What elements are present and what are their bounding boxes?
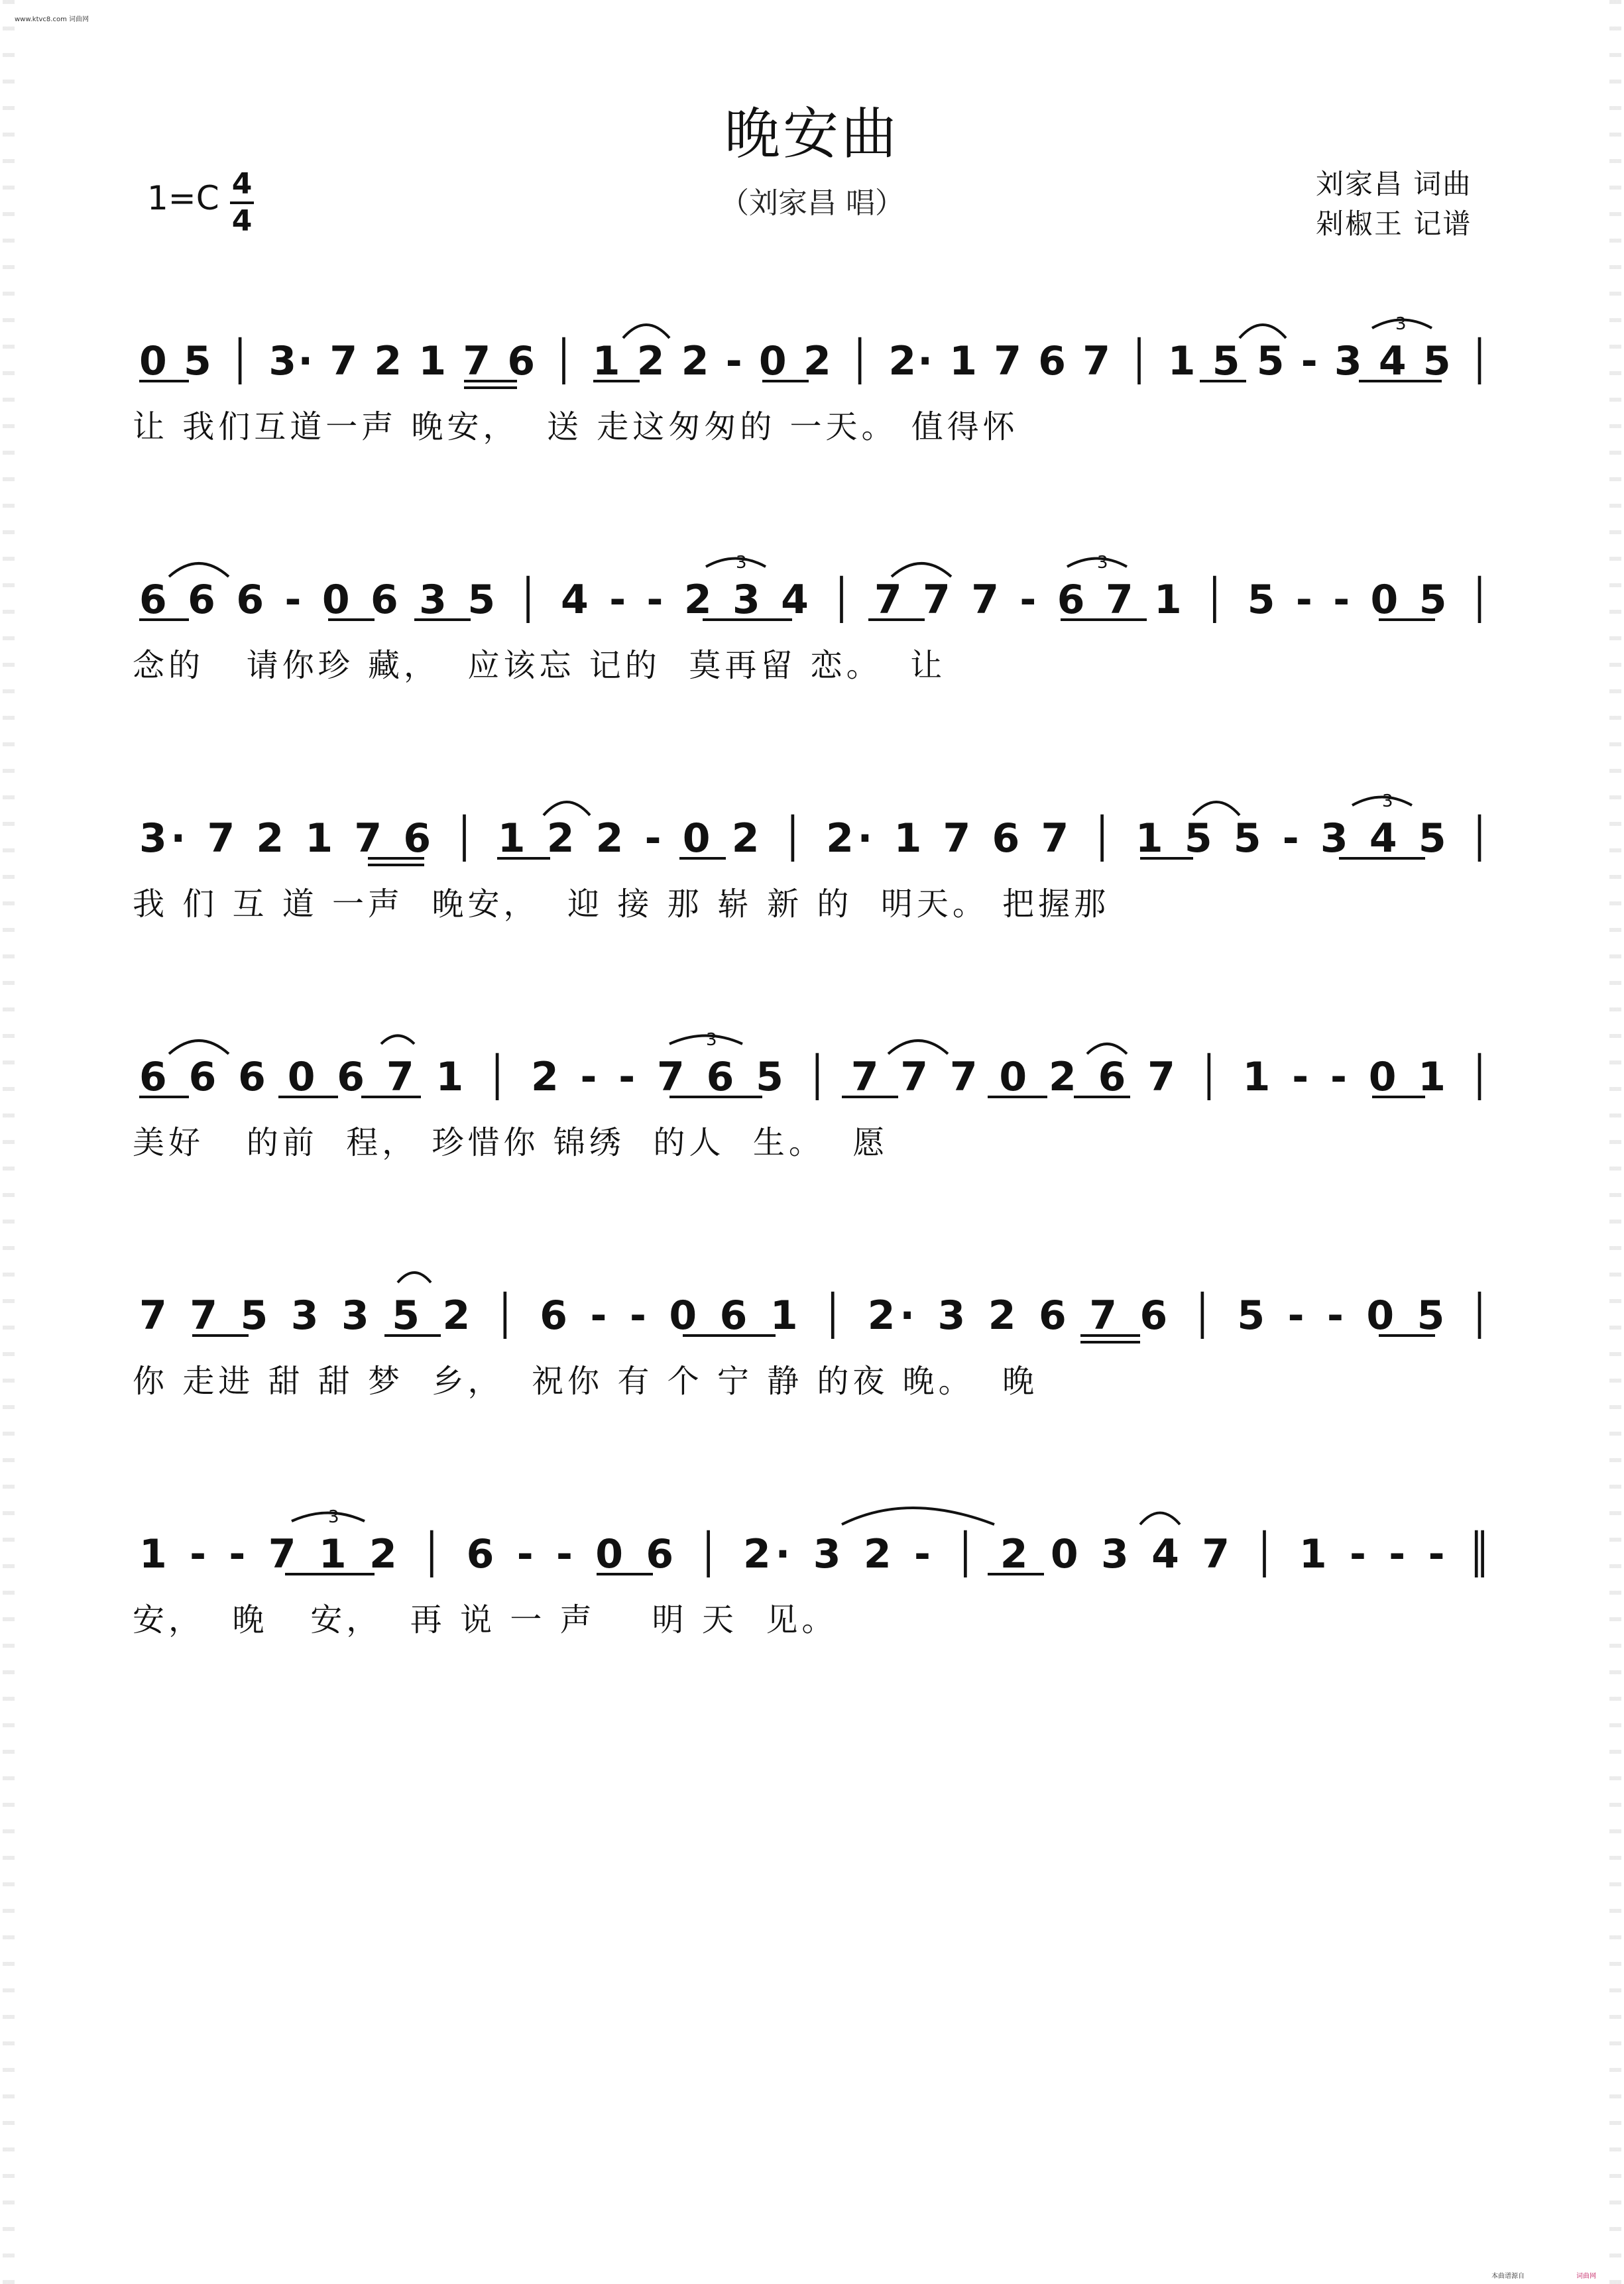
footer-site-link[interactable]: 词曲网 [1576, 2273, 1596, 2280]
score-row-5: 7 7 5 3 3 5 2 │ 6 - - 0 6 1 │ 2· 3 2 6 7 6 │ 5 - - 0 5 │ [139, 1292, 1491, 1339]
composer-credit: 刘家昌 词曲 [1316, 168, 1472, 200]
site-header: www.ktvc8.com 词曲网 [15, 16, 89, 23]
lyric-line-4: 美好 的前 程， 珍惜你 锦绣 的人 生。 愿 [133, 1124, 889, 1161]
score-row-3: 3· 7 2 1 7 6 │ 1 2 2 - 0 2 │ 2· 1 7 6 7 │ 1 5 5 - 3 4 5 │ [139, 815, 1491, 862]
triplet-mark-5: 3 [706, 1030, 717, 1050]
transcriber-credit: 剁椒王 记谱 [1316, 207, 1472, 240]
triplet-mark-4: 3 [1382, 791, 1393, 811]
time-signature-top: 4 [231, 167, 253, 201]
score-row-6: 1 - - 7 1 2 │ 6 - - 0 6 │ 2· 3 2 - │ 2 0 3 4 7 │ 1 - - - ║ [139, 1531, 1491, 1577]
score-row-1: 0 5 │ 3· 7 2 1 7 6 │ 1 2 2 - 0 2 │ 2· 1 7 6 7 │ 1 5 5 - 3 4 5 │ [139, 338, 1491, 384]
footer-source: 本曲谱源自 [1491, 2273, 1525, 2280]
lyric-line-1: 让 我们互道一声 晚安， 送 走这匆匆的 一天。 值得怀 [133, 408, 1019, 445]
key-signature: 1=C [147, 179, 219, 217]
score-row-4: 6 6 6 0 6 7 1 │ 2 - - 7 6 5 │ 7 7 7 0 2 6 7 │ 1 - - 0 1 │ [139, 1054, 1491, 1100]
score-row-2: 6 6 6 - 0 6 3 5 │ 4 - - 2 3 4 │ 7 7 7 - 6 7 1 │ 5 - - 0 5 │ [139, 577, 1491, 623]
triplet-mark-2: 3 [736, 553, 747, 573]
song-title: 晚安曲 [724, 101, 899, 166]
lyric-line-2: 念的 请你珍 藏， 应该忘 记的 莫再留 恋。 让 [133, 647, 947, 684]
triplet-mark-1: 3 [1395, 314, 1407, 334]
lyric-line-5: 你 走进 甜 甜 梦 乡， 祝你 有 个 宁 静 的夜 晚。 晚 [133, 1363, 1039, 1400]
lyric-line-6: 安， 晚 安， 再 说 一 声 明 天 见。 [133, 1601, 838, 1638]
triplet-mark-6: 3 [328, 1507, 339, 1527]
time-signature-bottom: 4 [231, 204, 253, 238]
song-subtitle: （刘家昌 唱） [720, 186, 904, 220]
lyric-line-3: 我 们 互 道 一声 晚安， 迎 接 那 崭 新 的 明天。 把握那 [133, 885, 1110, 923]
triplet-mark-3: 3 [1097, 553, 1108, 573]
